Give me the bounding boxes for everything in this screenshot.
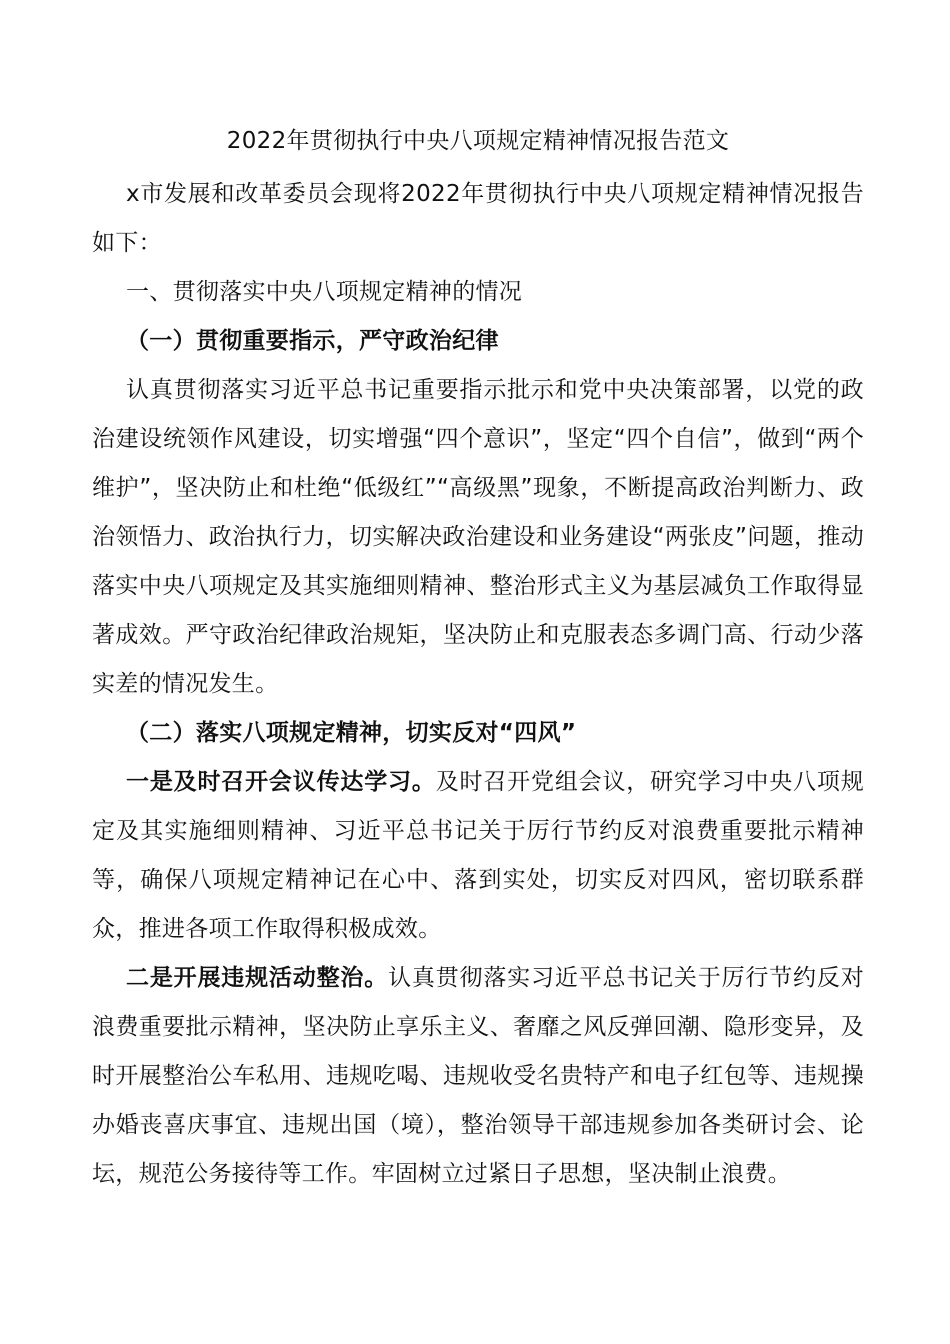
- subsection-1-body: 认真贯彻落实习近平总书记重要指示批示和党中央决策部署，以党的政治建设统领作风建设，切实增强“四个意识”，坚定“四个自信”，做到“两个维护”，坚决防止和杜绝“低级红”“高级黑”现象，不断提高政治判断力、政治领悟力、政治执行力，切实解决政治建设和业务建设“两张皮”问题，推动落实中央八项规定及其实施细则精神、整治形式主义为基层减负工作取得显著成效。严守政治纪律政治规矩，坚决防止和克服表态多调门高、行动少落实差的情况发生。: [92, 377, 864, 697]
- item-2-lead: 二是开展违规活动整治。: [126, 965, 389, 991]
- intro-paragraph: x市发展和改革委员会现将2022年贯彻执行中央八项规定精神情况报告如下：: [92, 181, 864, 256]
- document-title: 2022年贯彻执行中央八项规定精神情况报告范文: [226, 128, 730, 154]
- item-2-body: 认真贯彻落实习近平总书记关于厉行节约反对浪费重要批示精神，坚决防止享乐主义、奢靡之风反弹回潮、隐形变异，及时开展整治公车私用、违规吃喝、违规收受名贵特产和电子红包等、违规操办婚丧喜庆事宜、违规出国（境），整治领导干部违规参加各类研讨会、论坛，规范公务接待等工作。牢固树立过紧日子思想，坚决制止浪费。: [92, 965, 864, 1187]
- item-1-body: 及时召开党组会议，研究学习中央八项规定及其实施细则精神、习近平总书记关于厉行节约反对浪费重要批示精神等，确保八项规定精神记在心中、落到实处，切实反对四风，密切联系群众，推进各项工作取得积极成效。: [92, 769, 864, 942]
- item-1-lead: 一是及时召开会议传达学习。: [126, 769, 436, 795]
- subsection-1-heading: （一）贯彻重要指示，严守政治纪律: [126, 328, 499, 354]
- section-1-heading: 一、贯彻落实中央八项规定精神的情况: [126, 279, 523, 305]
- document-body: [92, 122, 864, 1199]
- item-2-paragraph: [92, 954, 864, 1199]
- subsection-2-heading: （二）落实八项规定精神，切实反对“四风”: [126, 720, 577, 746]
- item-1-paragraph: [92, 758, 864, 954]
